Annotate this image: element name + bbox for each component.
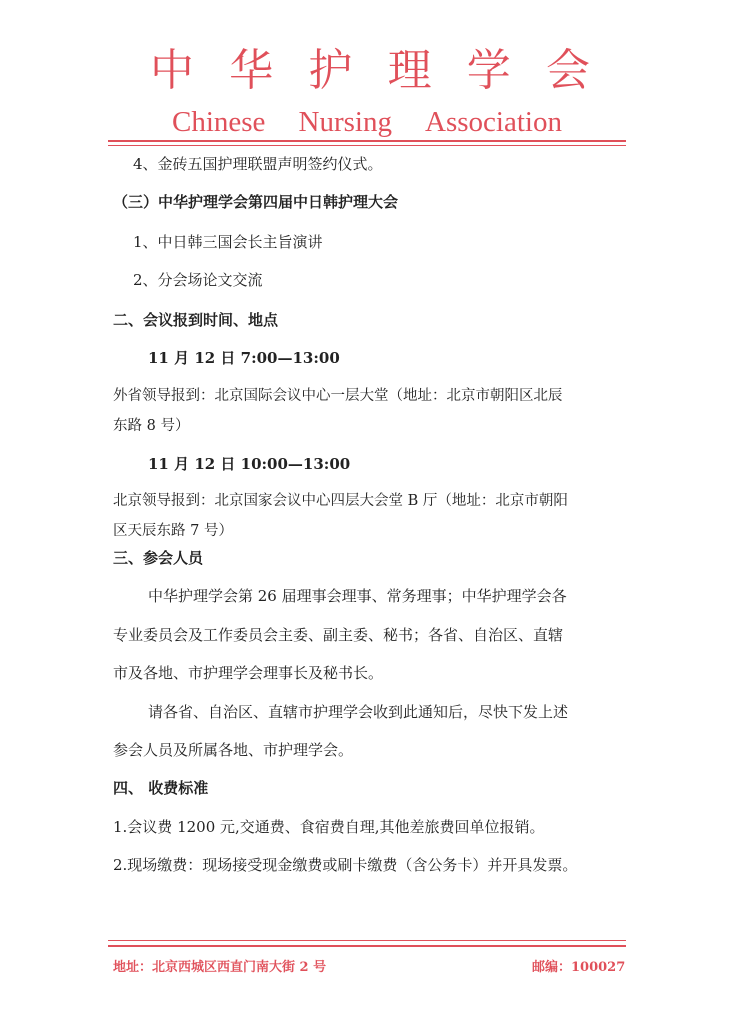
item-brics-signing: 4、金砖五国护理联盟声明签约仪式。	[133, 155, 383, 173]
header-char: 中	[150, 45, 194, 96]
header-char: 护	[308, 45, 353, 96]
registration-place-2: 北京领导报到：北京国家会议中心四层大会堂 B 厅（地址：北京市朝阳	[113, 493, 568, 509]
header-word: Chinese	[172, 106, 266, 138]
section-heading-cjk-conference: （三）中华护理学会第四届中日韩护理大会	[113, 193, 399, 211]
association-name-english	[172, 104, 562, 140]
footer-address: 地址：北京西城区西直门南大街 2 号	[113, 960, 327, 975]
attendees-para-line: 中华护理学会第 26 届理事会理事、常务理事；中华护理学会各	[148, 587, 567, 605]
registration-time-1: 11 月 12 日 7:00—13:00	[148, 349, 340, 367]
attendees-para-line: 专业委员会及工作委员会主委、副主委、秘书；各省、自治区、直辖	[113, 626, 564, 644]
notice-para-line: 参会人员及所属各地、市护理学会。	[113, 741, 354, 759]
header-word: Association	[425, 106, 562, 138]
fee-item-1: 1.会议费 1200 元,交通费、食宿费自理,其他差旅费回单位报销。	[113, 818, 545, 836]
notice-para-line: 请各省、自治区、直辖市护理学会收到此通知后，尽快下发上述	[148, 703, 569, 721]
registration-time-2: 11 月 12 日 10:00—13:00	[148, 455, 351, 473]
section-heading-attendees: 三、参会人员	[113, 549, 204, 567]
footer-postcode: 邮编：100027	[532, 960, 626, 975]
header-rule-thin	[108, 145, 626, 146]
header-char: 会	[545, 45, 590, 96]
header-char: 理	[387, 45, 432, 96]
header-word: Nursing	[298, 106, 392, 138]
header-rule-thick	[108, 140, 626, 142]
footer-rule-thick	[108, 945, 626, 947]
header-char: 华	[229, 45, 274, 96]
item-keynote: 1、中日韩三国会长主旨演讲	[133, 233, 323, 251]
item-paper-exchange: 2、分会场论文交流	[133, 271, 263, 289]
attendees-para-line: 市及各地、市护理学会理事长及秘书长。	[113, 664, 384, 682]
registration-place-1: 外省领导报到：北京国际会议中心一层大堂（地址：北京市朝阳区北辰	[113, 388, 563, 404]
section-heading-fees: 四、 收费标准	[113, 779, 209, 797]
registration-place-2-cont: 区天辰东路 7 号）	[113, 523, 233, 539]
association-name-chinese	[150, 46, 590, 96]
registration-place-1-cont: 东路 8 号）	[113, 418, 190, 434]
fee-item-2: 2.现场缴费：现场接受现金缴费或刷卡缴费（含公务卡）并开具发票。	[113, 856, 578, 874]
header-char: 学	[466, 45, 511, 96]
footer-rule-thin	[108, 940, 626, 941]
section-heading-registration: 二、会议报到时间、地点	[113, 311, 279, 329]
